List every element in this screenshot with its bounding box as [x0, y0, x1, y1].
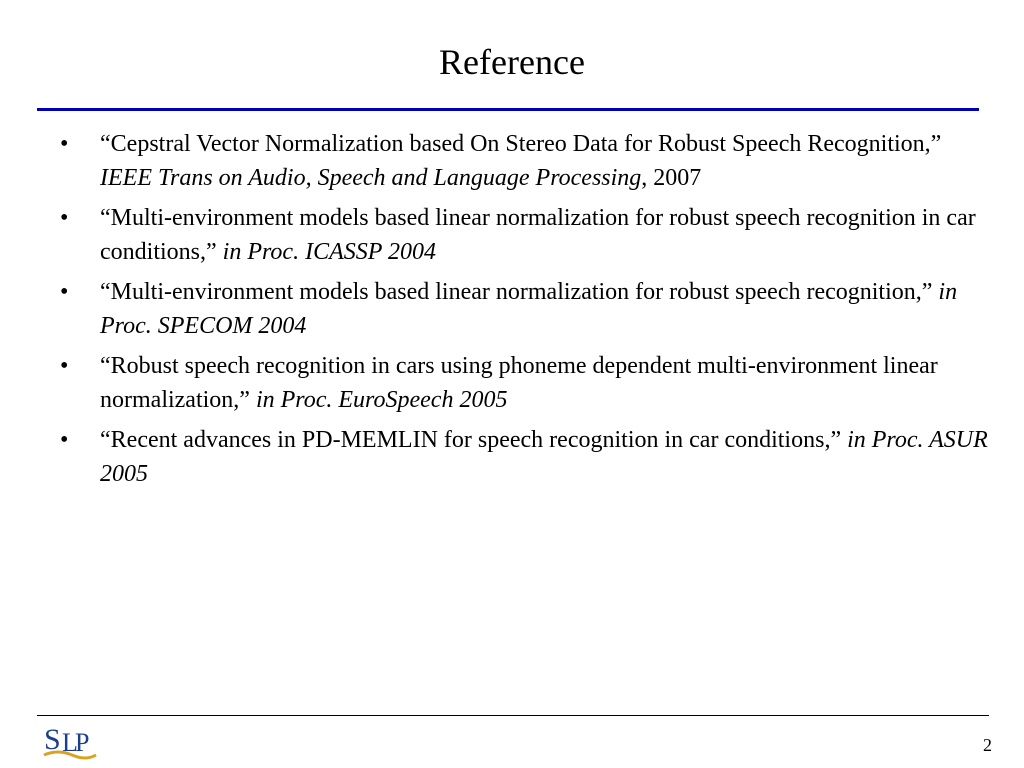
slp-logo: [42, 719, 98, 763]
bullet: •: [60, 353, 69, 379]
reference-item-2: [58, 202, 998, 269]
reference-item-5: [58, 424, 998, 491]
bullet: •: [60, 427, 69, 453]
bullet: •: [60, 279, 69, 305]
reference-list: [58, 128, 998, 498]
bullet: •: [60, 131, 69, 157]
logo-letter-l: L: [62, 728, 78, 757]
page-number: 2: [983, 735, 992, 755]
bullet: •: [60, 205, 69, 231]
reference-title: “Multi-environment models based linear normalization for robust speech recognition,”: [100, 279, 939, 305]
reference-venue: in Proc. EuroSpeech 2005: [255, 386, 508, 413]
reference-title: “Multi-environment models based linear normalization for robust speech recognition in car conditions,”: [100, 205, 976, 265]
logo-letter-p: P: [75, 728, 90, 757]
reference-title: “Robust speech recognition in cars using phoneme dependent multi-environment linear normalization,”: [100, 353, 938, 413]
reference-suffix: , 2007: [641, 164, 702, 191]
footer-divider: [37, 715, 989, 716]
reference-item-3: [58, 276, 998, 343]
reference-venue: in Proc. SPECOM 2004: [100, 279, 958, 339]
reference-item-4: [58, 350, 998, 417]
reference-venue: in Proc. ASUR 2005: [100, 427, 988, 487]
reference-title: “Recent advances in PD-MEMLIN for speech recognition in car conditions,”: [100, 427, 848, 453]
reference-title: “Cepstral Vector Normalization based On Stereo Data for Robust Speech Recognition,”: [100, 131, 942, 157]
reference-venue: in Proc. ICASSP 2004: [222, 238, 436, 265]
slide-title: Reference: [439, 42, 585, 82]
reference-venue: IEEE Trans on Audio, Speech and Language Processing: [100, 164, 642, 191]
logo-letter-s: S: [44, 723, 61, 756]
title-divider: [37, 108, 979, 111]
reference-item-1: [58, 128, 998, 195]
